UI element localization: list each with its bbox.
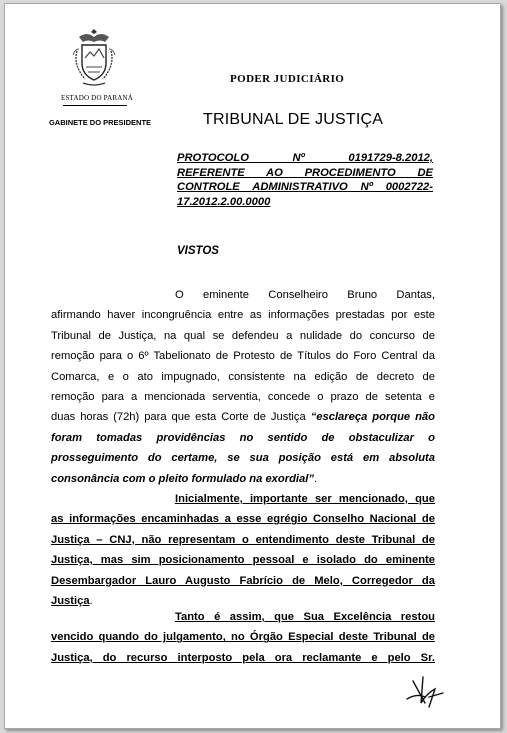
- office-name: GABINETE DO PRESIDENTE: [48, 118, 152, 127]
- text-segment: .: [89, 595, 93, 608]
- underlined-text: Justiça, do recurso interposto pela ora reclamante e pelo Sr.: [51, 651, 435, 664]
- quoted-text-line: foram tomadas providências no sentido de obstaculizar o: [51, 431, 435, 444]
- text-line: [51, 550, 435, 570]
- protocol-reference: [177, 151, 433, 209]
- parana-coat-of-arms-icon: [69, 25, 119, 87]
- text-line: [51, 530, 435, 550]
- underlined-text: Desembargador Lauro Augusto Fabrício de Melo, Corregedor da: [51, 574, 435, 587]
- text-line: Comarca, e o ato impugnado, consistente na edição de decreto de: [51, 370, 435, 383]
- protocol-line: PROTOCOLO Nº 0191729-8.2012,: [177, 152, 433, 164]
- text-line: Tribunal de Justiça, na qual se defendeu a nulidade do concurso de: [51, 329, 435, 342]
- underlined-text: as informações encaminhadas a esse egrégio Conselho Nacional de: [51, 513, 435, 526]
- text-line: afirmando haver incongruência entre as informações prestadas por este: [51, 309, 435, 322]
- text-line: [51, 648, 435, 668]
- underlined-text: Inicialmente, importante ser mencionado, que: [175, 493, 435, 505]
- protocol-line: 17.2012.2.00.0000: [177, 195, 271, 208]
- paragraph-3: [51, 607, 435, 668]
- text-line: [51, 571, 435, 591]
- text-line: [51, 607, 435, 627]
- underlined-text: Justiça – CNJ, não representam o entendimento deste Tribunal de: [51, 533, 435, 546]
- text-line: [51, 627, 435, 647]
- handwritten-initials-icon: [403, 669, 447, 709]
- paragraph-1: [51, 285, 435, 489]
- text-line: [51, 509, 435, 529]
- text-line: [51, 407, 435, 427]
- state-name: ESTADO DO PARANÁ: [60, 94, 133, 102]
- text-line: remoção para a mencionada serventia, concede o prazo de setenta e: [51, 391, 435, 404]
- text-segment: .: [313, 472, 318, 485]
- text-line: [51, 469, 435, 489]
- divider: [63, 105, 127, 106]
- underlined-text: Justiça: [51, 595, 90, 608]
- protocol-line: CONTROLE ADMINISTRATIVO Nº 0002722-: [177, 181, 433, 193]
- underlined-text: vencido quando do julgamento, no Órgão Especial deste Tribunal de: [51, 631, 435, 644]
- document-page: [4, 3, 501, 729]
- text-line: remoção para o 6º Tabelionato de Protesto de Títulos do Foro Central da: [51, 350, 435, 363]
- text-line: [51, 489, 435, 509]
- quoted-text: consonância com o pleito formulado na exordial”: [51, 472, 314, 485]
- quoted-text: “esclareça porque não: [310, 411, 435, 424]
- underlined-text: Justiça, mas sim posicionamento pessoal e isolado do eminente: [51, 554, 435, 567]
- text-segment: duas horas (72h) para que esta Corte de Justiça: [51, 411, 311, 424]
- section-heading-vistos: VISTOS: [177, 245, 219, 257]
- court-title: TRIBUNAL DE JUSTIÇA: [203, 111, 384, 128]
- text-line: O eminente Conselheiro Bruno Dantas,: [175, 289, 435, 301]
- protocol-line: REFERENTE AO PROCEDIMENTO DE: [177, 166, 433, 179]
- quoted-text-line: prosseguimento do certame, se sua posição está em absoluta: [51, 452, 435, 465]
- paragraph-2: [51, 489, 435, 611]
- judiciary-heading: PODER JUDICIÁRIO: [230, 73, 345, 85]
- underlined-text: Tanto é assim, que Sua Excelência restou: [175, 611, 435, 623]
